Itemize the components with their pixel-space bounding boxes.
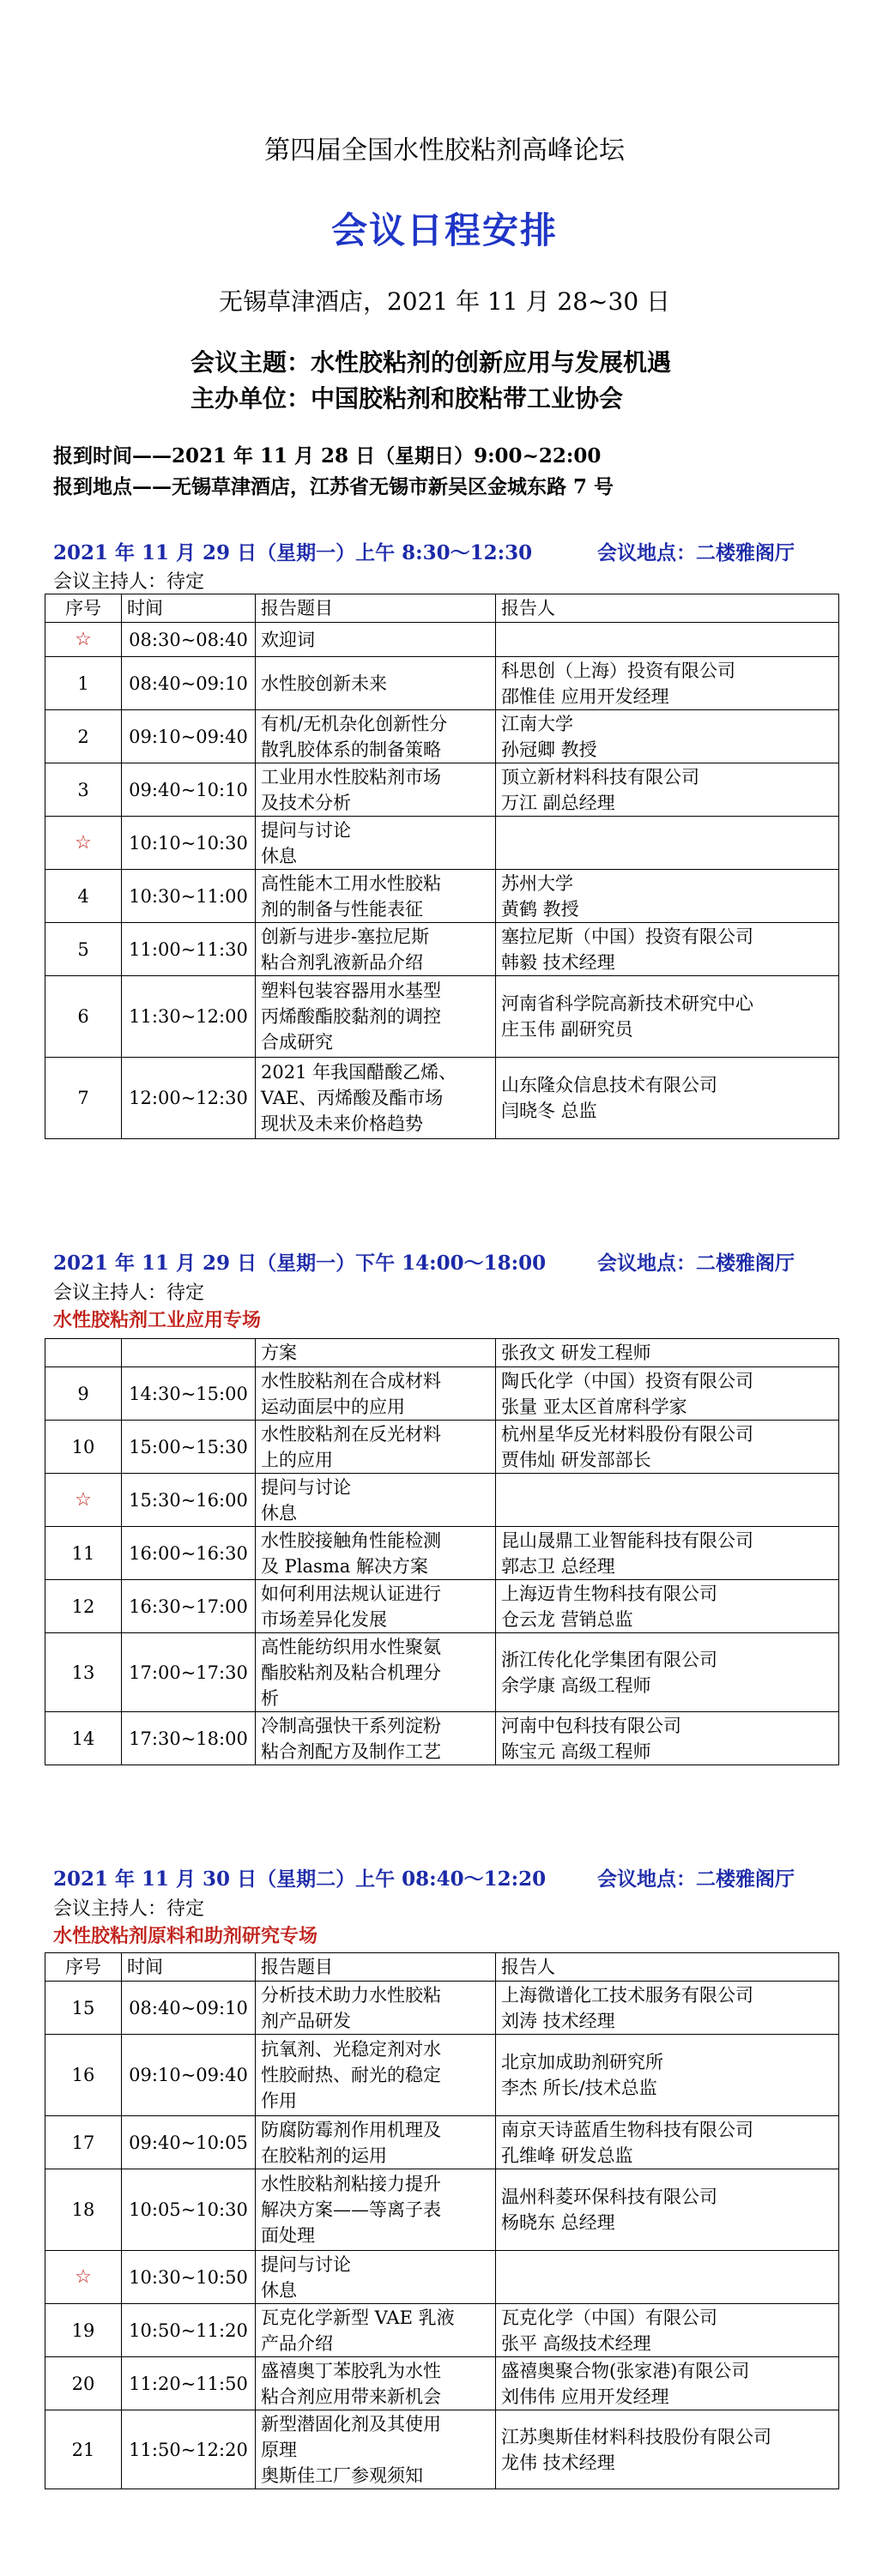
session-heading (53, 1863, 826, 1891)
table-row (45, 710, 839, 763)
table-row (45, 1474, 839, 1527)
star-icon: ☆ (75, 1489, 92, 1511)
cell-line: 性胶耐热、耐光的稳定 (261, 2065, 441, 2085)
cell-line: 提问与讨论 (261, 1476, 351, 1498)
cell-line: 闫晓冬 总监 (501, 1101, 597, 1121)
cell-line: 水性胶粘剂在反光材料 (261, 1423, 441, 1445)
cell-line: 余学康 高级工程师 (501, 1674, 651, 1696)
table-row (45, 2357, 839, 2410)
row-speaker (496, 1712, 839, 1765)
table-row (45, 623, 839, 657)
schedule-table (45, 1952, 839, 2489)
cell-line: 有机/无机杂化创新性分 (261, 713, 448, 734)
row-time: 08:40~09:10 (122, 657, 256, 710)
cell-line: 苏州大学 (501, 872, 573, 894)
cell-line: 创新与进步-塞拉尼斯 (261, 926, 430, 947)
row-time: 09:10~09:40 (122, 710, 256, 763)
star-icon: ☆ (75, 832, 92, 854)
cell-line: 现状及未来价格趋势 (261, 1113, 423, 1134)
session-datetime: 2021 年 11 月 29 日（星期一）下午 14:00～18:00 (53, 1252, 547, 1275)
cell-line: 顶立新材料科技有限公司 (501, 766, 699, 787)
cell-line: 休息 (261, 2279, 297, 2301)
row-time: 15:30~16:00 (122, 1474, 256, 1527)
row-speaker (496, 2410, 839, 2489)
header-speaker: 报告人 (496, 594, 839, 623)
table-row (45, 2410, 839, 2489)
header-speaker: 报告人 (496, 1953, 839, 1982)
table-row (45, 2251, 839, 2304)
row-time: 17:30~18:00 (122, 1712, 256, 1765)
cell-line: 水性胶粘剂在合成材料 (261, 1370, 441, 1391)
row-number (45, 923, 122, 976)
row-number-text: 18 (71, 2199, 95, 2220)
row-speaker (496, 870, 839, 923)
cell-line: 运动面层中的应用 (261, 1396, 405, 1417)
row-number (45, 1580, 122, 1633)
row-number-text: 19 (71, 2320, 95, 2341)
table-row (45, 817, 839, 870)
cell-line: 合成研究 (261, 1032, 333, 1053)
row-time: 11:20~11:50 (122, 2357, 256, 2410)
cell-line: 工业用水性胶粘剂市场 (261, 766, 441, 787)
registration-info (53, 441, 614, 503)
cell-line: 河南中包科技有限公司 (501, 1715, 681, 1736)
row-title (256, 2169, 496, 2251)
cell-line: 水性胶接触角性能检测 (261, 1529, 441, 1551)
row-speaker (496, 2304, 839, 2357)
row-speaker (496, 1580, 839, 1633)
cell-line: 昆山晟鼎工业智能科技有限公司 (501, 1529, 753, 1551)
cell-line: 江南大学 (501, 713, 573, 734)
cell-line: 南京天诗蓝盾生物科技有限公司 (501, 2119, 753, 2140)
row-time: 11:50~12:20 (122, 2410, 256, 2489)
cell-line: 防腐防霉剂作用机理及 (261, 2119, 441, 2140)
row-title (256, 710, 496, 763)
row-number (45, 2410, 122, 2489)
row-number (45, 2357, 122, 2410)
cell-line: 杭州星华反光材料股份有限公司 (501, 1423, 753, 1445)
cell-line: 粘合剂乳液新品介绍 (261, 951, 423, 973)
header-time: 时间 (122, 594, 256, 623)
star-icon: ☆ (75, 629, 92, 650)
cell-line: 抗氧剂、光稳定剂对水 (261, 2039, 441, 2060)
row-number (45, 976, 122, 1058)
cell-line: 2021 年我国醋酸乙烯、 (261, 1062, 457, 1083)
cell-line: 解决方案——等离子表 (261, 2199, 441, 2220)
cell-line: 提问与讨论 (261, 2253, 351, 2275)
row-time: 11:30~12:00 (122, 976, 256, 1058)
row-time: 12:00~12:30 (122, 1058, 256, 1139)
cell-line: 塑料包装容器用水基型 (261, 980, 441, 1001)
row-number (45, 2251, 122, 2304)
row-number (45, 2116, 122, 2169)
cell-line: 上的应用 (261, 1449, 333, 1470)
cell-line: 提问与讨论 (261, 819, 351, 841)
header-title: 报告题目 (256, 1953, 496, 1982)
cell-line: 孙冠卿 教授 (501, 739, 597, 760)
row-title (256, 870, 496, 923)
cell-line: 散乳胶体系的制备策略 (261, 739, 441, 760)
table-row (45, 2304, 839, 2357)
cell-line: 河南省科学院高新技术研究中心 (501, 993, 753, 1014)
cell-line: 庄玉伟 副研究员 (501, 1019, 633, 1040)
row-speaker (496, 657, 839, 710)
row-speaker (496, 623, 839, 657)
cell-line: 孔维峰 研发总监 (501, 2145, 633, 2166)
cell-line: 韩毅 技术经理 (501, 951, 615, 973)
row-title (256, 2251, 496, 2304)
cell-line: 北京加成助剂研究所 (501, 2052, 663, 2072)
cell-line: 张量 亚太区首席科学家 (501, 1396, 687, 1417)
cell-line: 丙烯酸酯胶黏剂的调控 (261, 1006, 441, 1027)
row-title (256, 2357, 496, 2410)
cell-line: 郭志卫 总经理 (501, 1555, 615, 1577)
row-time: 16:30~17:00 (122, 1580, 256, 1633)
theme-block (190, 345, 671, 417)
row-title (256, 623, 496, 657)
row-time: 08:30~08:40 (122, 623, 256, 657)
row-number (45, 623, 122, 657)
cell-line: 张平 高级技术经理 (501, 2332, 651, 2354)
row-number (45, 763, 122, 817)
cell-line: 塞拉尼斯（中国）投资有限公司 (501, 926, 753, 947)
table-row (45, 1633, 839, 1712)
cell-line: 陈宝元 高级工程师 (501, 1740, 651, 1762)
session-heading (53, 1247, 826, 1276)
table-row (45, 657, 839, 710)
session-venue: 会议地点：二楼雅阁厅 (597, 1252, 795, 1275)
row-title (256, 2116, 496, 2169)
cell-line: 面处理 (261, 2225, 315, 2246)
row-number-text: 1 (77, 673, 89, 694)
conference-title: 第四届全国水性胶粘剂高峰论坛 (264, 136, 625, 166)
page-title: 会议日程安排 (330, 209, 558, 251)
row-number (45, 1421, 122, 1474)
cell-line: 浙江传化化学集团有限公司 (501, 1649, 717, 1670)
cell-line: 上海迈肯生物科技有限公司 (501, 1583, 717, 1604)
row-speaker (496, 1367, 839, 1421)
registration-time: 报到时间——2021 年 11 月 28 日（星期日）9:00~22:00 (53, 444, 602, 468)
row-speaker (496, 710, 839, 763)
row-number-text: 11 (71, 1542, 95, 1564)
cell-line: 瓦克化学新型 VAE 乳液 (261, 2307, 455, 2328)
row-speaker (496, 763, 839, 817)
row-title (256, 923, 496, 976)
conference-theme: 会议主题：水性胶粘剂的创新应用与发展机遇 (190, 348, 672, 377)
cell-line: 李杰 所长/技术总监 (501, 2078, 657, 2098)
table-row (45, 976, 839, 1058)
row-number (45, 1367, 122, 1421)
row-time: 16:00~16:30 (122, 1527, 256, 1580)
row-title (256, 2304, 496, 2357)
cell-line: 新型潜固化剂及其使用 (261, 2413, 441, 2434)
table-row (45, 1058, 839, 1139)
cell-line: 作用 (261, 2090, 297, 2111)
row-number (45, 2035, 122, 2116)
row-speaker (496, 976, 839, 1058)
table-header-row (45, 594, 839, 623)
cell-line: 及技术分析 (261, 792, 351, 813)
row-number-text: 9 (77, 1383, 89, 1404)
table-row (45, 1982, 839, 2035)
cell-line: 山东隆众信息技术有限公司 (501, 1075, 717, 1095)
row-number (45, 1982, 122, 2035)
row-speaker (496, 1474, 839, 1527)
row-number (45, 2304, 122, 2357)
row-number (45, 1339, 122, 1367)
cell-line: 粘合剂配方及制作工艺 (261, 1740, 441, 1762)
cell-line: 方案 (261, 1342, 297, 1363)
cell-line: 仓云龙 营销总监 (501, 1608, 633, 1630)
cell-line: 原理 (261, 2439, 297, 2460)
table-row (45, 1712, 839, 1765)
cell-line: 剂的制备与性能表征 (261, 898, 423, 920)
cell-line: 奥斯佳工厂参观须知 (261, 2464, 423, 2486)
row-speaker (496, 1527, 839, 1580)
row-speaker (496, 1339, 839, 1367)
cell-line: 酯胶粘剂及粘合机理分 (261, 1662, 441, 1683)
cell-line: 温州科菱环保科技有限公司 (501, 2187, 717, 2207)
session-track: 水性胶粘剂原料和助剂研究专场 (53, 1925, 318, 1947)
row-number (45, 817, 122, 870)
row-title (256, 657, 496, 710)
cell-line: 在胶粘剂的运用 (261, 2145, 387, 2166)
row-title (256, 763, 496, 817)
row-time: 11:00~11:30 (122, 923, 256, 976)
table-row (45, 1421, 839, 1474)
cell-line: 盛禧奥丁苯胶乳为水性 (261, 2360, 441, 2381)
registration-place: 报到地点——无锡草津酒店，江苏省无锡市新吴区金城东路 7 号 (53, 475, 614, 498)
cell-line: 陶氏化学（中国）投资有限公司 (501, 1370, 753, 1391)
row-title (256, 1421, 496, 1474)
row-time: 09:40~10:10 (122, 763, 256, 817)
row-speaker (496, 2035, 839, 2116)
row-time: 08:40~09:10 (122, 1982, 256, 2035)
cell-line: 及 Plasma 解决方案 (261, 1555, 428, 1577)
cell-line: 高性能木工用水性胶粘 (261, 872, 441, 894)
schedule-table (45, 594, 839, 1139)
row-number (45, 710, 122, 763)
organizer: 主办单位：中国胶粘剂和胶粘带工业协会 (190, 384, 624, 413)
row-title (256, 2035, 496, 2116)
row-speaker (496, 817, 839, 870)
cell-line: 万江 副总经理 (501, 792, 615, 813)
header-time: 时间 (122, 1953, 256, 1982)
row-speaker (496, 2169, 839, 2251)
row-speaker (496, 1982, 839, 2035)
cell-line: 杨晓东 总经理 (501, 2212, 615, 2233)
row-number (45, 1474, 122, 1527)
row-title (256, 817, 496, 870)
session-heading (53, 537, 826, 565)
row-title (256, 1580, 496, 1633)
cell-line: 龙伟 技术经理 (501, 2452, 615, 2473)
row-number-text: 20 (71, 2373, 95, 2394)
cell-line: 张孜文 研发工程师 (501, 1342, 651, 1363)
location-date: 无锡草津酒店，2021 年 11 月 28~30 日 (218, 287, 671, 316)
cell-line: 剂产品研发 (261, 2010, 351, 2031)
cell-line: 高性能纺织用水性聚氨 (261, 1636, 441, 1657)
cell-line: VAE、丙烯酸及酯市场 (261, 1088, 444, 1108)
cell-line: 邵惟佳 应用开发经理 (501, 685, 669, 707)
table-row (45, 1367, 839, 1421)
row-number (45, 870, 122, 923)
cell-line: 刘涛 技术经理 (501, 2010, 615, 2031)
row-time: 09:40~10:05 (122, 2116, 256, 2169)
cell-line: 如何利用法规认证进行 (261, 1583, 441, 1604)
table-row (45, 2035, 839, 2116)
table-row (45, 763, 839, 817)
cell-line: 分析技术助力水性胶粘 (261, 1984, 441, 2006)
row-number-text: 15 (71, 1997, 95, 2018)
row-number-text: 3 (77, 779, 89, 800)
row-title (256, 2410, 496, 2489)
header-no: 序号 (45, 594, 122, 623)
row-number-text: 12 (71, 1596, 95, 1617)
session-host: 会议主持人：待定 (53, 571, 205, 593)
row-title (256, 1527, 496, 1580)
row-time: 10:10~10:30 (122, 817, 256, 870)
row-number (45, 657, 122, 710)
row-title (256, 976, 496, 1058)
row-title (256, 1633, 496, 1712)
row-speaker (496, 923, 839, 976)
cell-line: 瓦克化学（中国）有限公司 (501, 2307, 717, 2328)
cell-line: 科思创（上海）投资有限公司 (501, 660, 735, 681)
row-number (45, 1527, 122, 1580)
row-title (256, 1712, 496, 1765)
row-title (256, 1367, 496, 1421)
row-speaker (496, 1058, 839, 1139)
row-number-text: 13 (71, 1662, 95, 1683)
row-number-text: 4 (77, 885, 89, 907)
cell-line: 欢迎词 (261, 629, 315, 650)
table-row (45, 923, 839, 976)
row-number (45, 1633, 122, 1712)
cell-line: 水性胶创新未来 (261, 673, 387, 694)
table-row (45, 2116, 839, 2169)
cell-line: 盛禧奥聚合物(张家港)有限公司 (501, 2360, 750, 2381)
row-speaker (496, 2251, 839, 2304)
row-time: 10:30~11:00 (122, 870, 256, 923)
session-host: 会议主持人：待定 (53, 1898, 205, 1920)
row-number-text: 10 (71, 1436, 95, 1457)
row-number-text: 17 (71, 2132, 95, 2153)
row-title (256, 1058, 496, 1139)
table-row (45, 2169, 839, 2251)
cell-line: 水性胶粘剂粘接力提升 (261, 2174, 441, 2194)
cell-line: 上海微谱化工技术服务有限公司 (501, 1984, 753, 2006)
session-venue: 会议地点：二楼雅阁厅 (597, 541, 795, 564)
star-icon: ☆ (75, 2266, 92, 2288)
table-row (45, 1580, 839, 1633)
cell-line: 市场差异化发展 (261, 1608, 387, 1630)
row-time: 15:00~15:30 (122, 1421, 256, 1474)
cell-line: 休息 (261, 1502, 297, 1523)
schedule-table (45, 1338, 839, 1765)
row-number-text: 21 (71, 2439, 95, 2460)
cell-line: 粘合剂应用带来新机会 (261, 2386, 441, 2407)
row-title (256, 1982, 496, 2035)
table-header-row (45, 1953, 839, 1982)
row-speaker (496, 2357, 839, 2410)
row-number-text: 2 (77, 726, 89, 747)
row-number (45, 1058, 122, 1139)
row-number-text: 7 (77, 1088, 89, 1108)
session-datetime: 2021 年 11 月 29 日（星期一）上午 8:30～12:30 (53, 541, 533, 564)
cell-line: 休息 (261, 845, 297, 866)
row-number (45, 2169, 122, 2251)
row-time: 09:10~09:40 (122, 2035, 256, 2116)
row-time: 10:30~10:50 (122, 2251, 256, 2304)
row-time: 10:05~10:30 (122, 2169, 256, 2251)
cell-line: 刘伟伟 应用开发经理 (501, 2386, 669, 2407)
row-number-text: 6 (77, 1006, 89, 1027)
row-title (256, 1474, 496, 1527)
row-title (256, 1339, 496, 1367)
table-row (45, 1339, 839, 1367)
row-speaker (496, 2116, 839, 2169)
cell-line: 江苏奥斯佳材料科技股份有限公司 (501, 2426, 771, 2447)
session-datetime: 2021 年 11 月 30 日（星期二）上午 08:40～12:20 (53, 1867, 547, 1891)
row-time (122, 1339, 256, 1367)
cell-line: 析 (261, 1687, 279, 1709)
table-row (45, 870, 839, 923)
row-time: 10:50~11:20 (122, 2304, 256, 2357)
table-row (45, 1527, 839, 1580)
cell-line: 黄鹤 教授 (501, 898, 579, 920)
session-host: 会议主持人：待定 (53, 1282, 205, 1304)
row-number-text: 5 (77, 938, 89, 960)
session-track: 水性胶粘剂工业应用专场 (53, 1309, 262, 1331)
cell-line: 冷制高强快干系列淀粉 (261, 1715, 441, 1736)
header-no: 序号 (45, 1953, 122, 1982)
row-number-text: 14 (71, 1728, 95, 1749)
header-title: 报告题目 (256, 594, 496, 623)
row-time: 17:00~17:30 (122, 1633, 256, 1712)
session-venue: 会议地点：二楼雅阁厅 (597, 1867, 795, 1891)
row-speaker (496, 1421, 839, 1474)
row-speaker (496, 1633, 839, 1712)
cell-line: 贾伟灿 研发部部长 (501, 1449, 651, 1470)
row-number-text: 16 (71, 2065, 95, 2085)
cell-line: 产品介绍 (261, 2332, 333, 2354)
row-number (45, 1712, 122, 1765)
row-time: 14:30~15:00 (122, 1367, 256, 1421)
